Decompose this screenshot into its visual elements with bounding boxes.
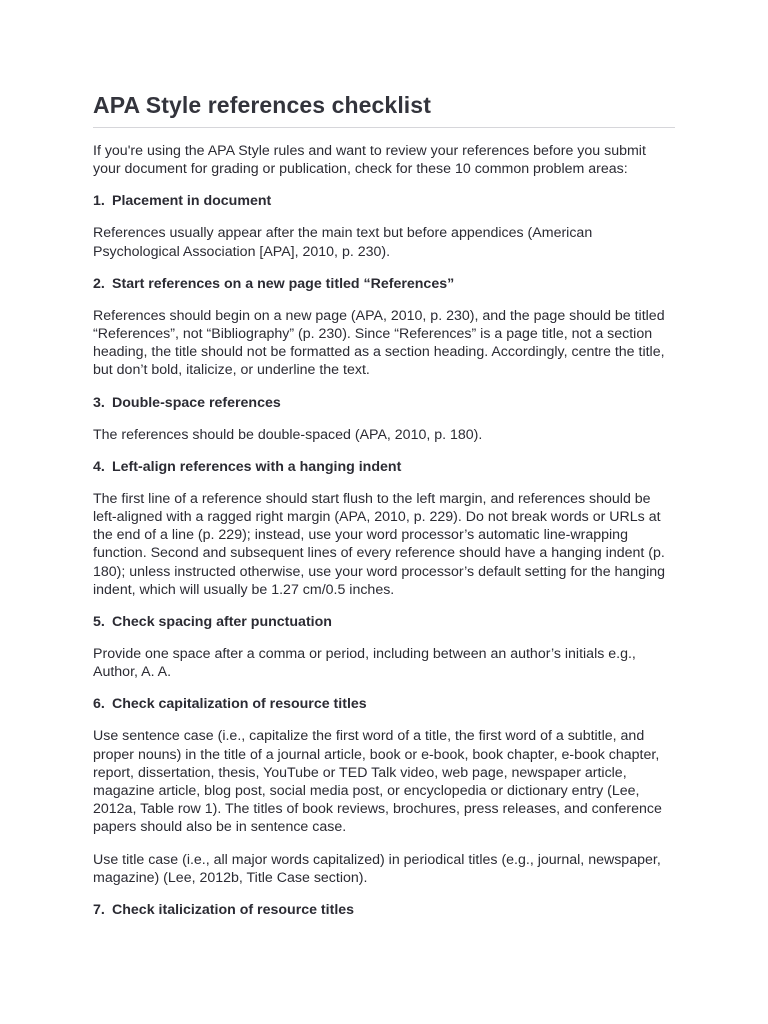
- section-heading-text: Check italicization of resource titles: [112, 902, 355, 919]
- section-6: [93, 695, 675, 887]
- section-heading: [93, 613, 675, 631]
- section-heading-text: Check spacing after punctuation: [112, 614, 332, 631]
- section-heading-text: Left-align references with a hanging indent: [112, 458, 402, 475]
- section-number: 4.: [93, 458, 105, 475]
- section-3: [93, 394, 675, 444]
- section-paragraph: Provide one space after a comma or period, including between an author’s initials e.g., Author, A. A.: [93, 646, 636, 681]
- section-paragraph: References should begin on a new page (APA, 2010, p. 230), and the page should be titled “References”, not “Bibliography” (p. 230). Since “References” is a page title, not a section heading, the title should not be formatted as a section heading. Accordingly, centre the title, but don’t bold, italicize, or underline the text.: [93, 307, 665, 379]
- section-7: [93, 901, 675, 919]
- section-number: 5.: [93, 614, 105, 631]
- section-heading: [93, 275, 675, 293]
- section-number: 7.: [93, 902, 105, 919]
- section-number: 2.: [93, 275, 105, 292]
- document-page: [93, 88, 675, 933]
- section-heading: [93, 901, 675, 919]
- section-heading: [93, 192, 675, 210]
- section-heading-text: Placement in document: [112, 193, 272, 210]
- section-paragraph: Use title case (i.e., all major words capitalized) in periodical titles (e.g., journal, newspaper, magazine) (Lee, 2012b, Title Case section).: [93, 851, 661, 886]
- section-heading: [93, 458, 675, 476]
- section-paragraph: Use sentence case (i.e., capitalize the first word of a title, the first word of a subtitle, and proper nouns) in the title of a journal article, book or e-book, book chapter, e-book chapter, report, dissertation, thesis, YouTube or TED Talk video, web page, newspaper article, magazine article, blog post, social media post, or encyclopedia or dictionary entry (Lee, 2012a, Table row 1). The titles of book reviews, brochures, press releases, and conference papers should also be in sentence case.: [93, 728, 662, 836]
- section-1: [93, 192, 675, 260]
- section-number: 1.: [93, 193, 105, 210]
- section-number: 3.: [93, 394, 105, 411]
- section-heading-text: Double-space references: [112, 394, 281, 411]
- section-paragraph: The references should be double-spaced (APA, 2010, p. 180).: [93, 426, 483, 443]
- section-paragraph: The first line of a reference should start flush to the left margin, and references should be left-aligned with a ragged right margin (APA, 2010, p. 229). Do not break words or URLs at the end of a line (p. 229); instead, use your word processor’s automatic line-wrapping function. Second and subsequent lines of every reference should have a hanging indent (p. 180); unless instructed otherwise, use your word processor’s default setting for the hanging indent, which will usually be 1.27 cm/0.5 inches.: [93, 490, 666, 598]
- page-title: APA Style references checklist: [93, 92, 431, 118]
- section-heading: [93, 695, 675, 713]
- section-number: 6.: [93, 696, 105, 713]
- section-5: [93, 613, 675, 681]
- section-heading: [93, 394, 675, 412]
- section-4: [93, 458, 675, 599]
- section-heading-text: Start references on a new page titled “References”: [112, 275, 455, 292]
- title-divider: [93, 127, 675, 128]
- section-paragraph: References usually appear after the main text but before appendices (American Psychological Association [APA], 2010, p. 230).: [93, 225, 593, 260]
- section-2: [93, 275, 675, 380]
- section-heading-text: Check capitalization of resource titles: [112, 696, 367, 713]
- intro-paragraph: If you're using the APA Style rules and want to review your references before you submit your document for grading or publication, check for these 10 common problem areas:: [93, 143, 646, 178]
